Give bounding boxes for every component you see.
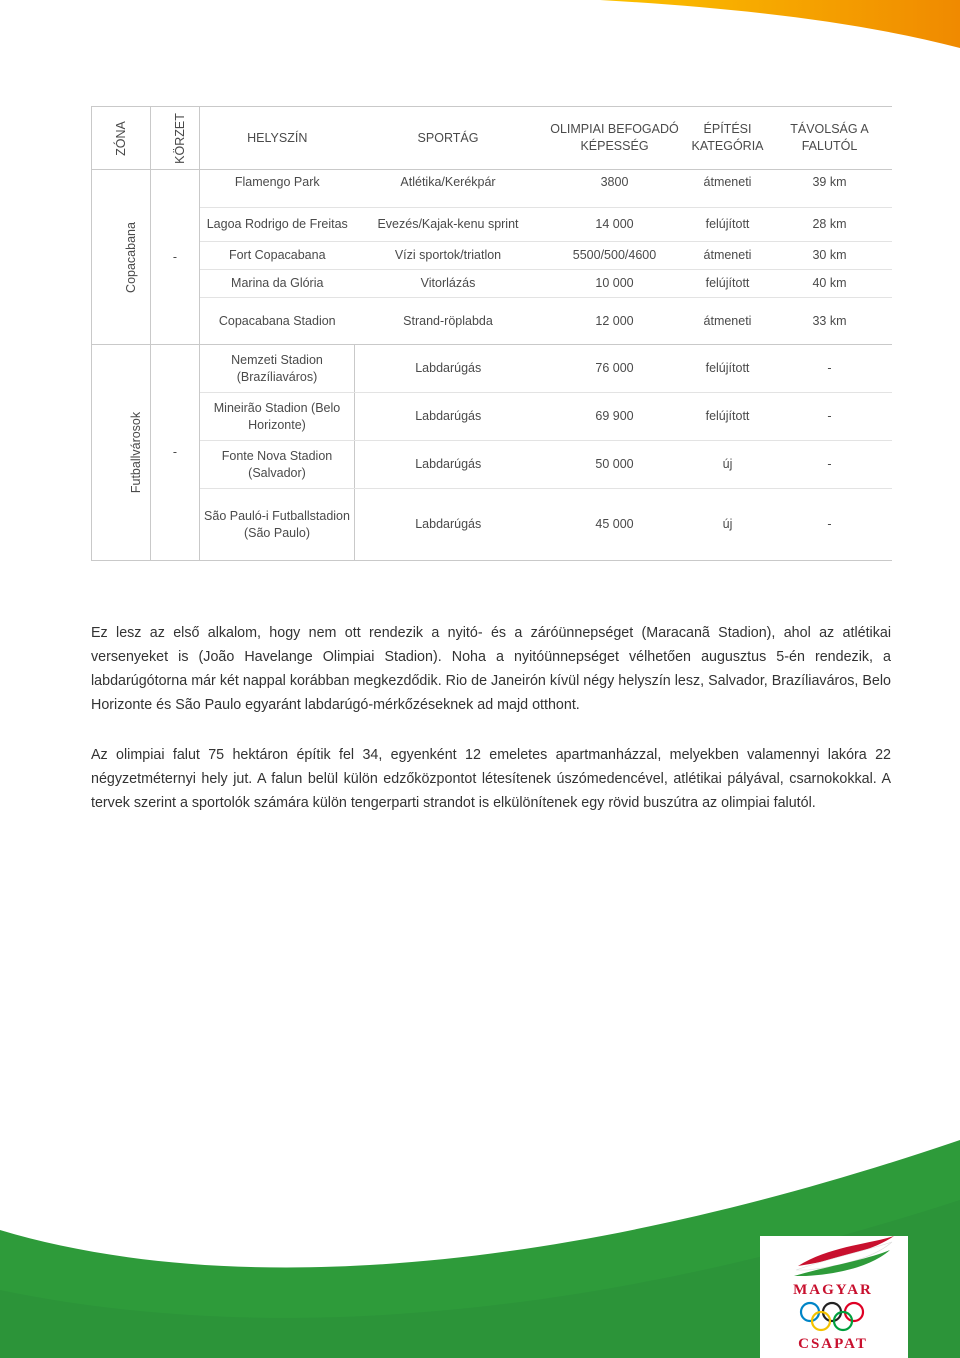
- cell-capacity: 3800: [600, 175, 629, 190]
- cell-sport: Labdarúgás: [355, 393, 542, 441]
- logo-word-csapat: CSAPAT: [798, 1336, 868, 1352]
- decorative-orange-swoosh: [0, 0, 960, 120]
- cell-sport: Evezés/Kajak-kenu sprint: [355, 208, 542, 242]
- cell-capacity: 5500/500/4600: [542, 242, 688, 270]
- header-capacity: OLIMPIAI BEFOGADÓ KÉPESSÉG: [542, 107, 688, 170]
- cell-category: átmeneti: [688, 298, 768, 345]
- cell-sport: Labdarúgás: [355, 489, 542, 561]
- zone-cell-copacabana: Copacabana: [92, 170, 151, 345]
- table-row: [92, 242, 892, 270]
- cell-distance: -: [768, 393, 892, 441]
- cell-category: felújított: [688, 208, 768, 242]
- cell-distance: -: [768, 441, 892, 489]
- cell-distance: 39 km: [812, 175, 847, 190]
- cell-location: Marina da Glória: [200, 270, 355, 298]
- cell-sport: Strand-röplabda: [355, 298, 542, 345]
- table-row: [92, 489, 892, 561]
- table-spacer: [92, 196, 892, 208]
- cell-distance: 40 km: [768, 270, 892, 298]
- cell-category: felújított: [688, 345, 768, 393]
- cell-location: Fonte Nova Stadion (Salvador): [200, 441, 355, 489]
- cell-location: Copacabana Stadion: [200, 298, 355, 345]
- district-cell-copacabana: -: [151, 170, 200, 345]
- cell-category: átmeneti: [703, 175, 752, 190]
- cell-capacity: 50 000: [542, 441, 688, 489]
- magyar-csapat-logo: [770, 1236, 900, 1354]
- cell-capacity: 76 000: [542, 345, 688, 393]
- cell-sport: Labdarúgás: [355, 345, 542, 393]
- cell-distance: -: [768, 489, 892, 561]
- paragraph-opening-ceremony: Ez lesz az első alkalom, hogy nem ott rendezik a nyitó- és a záróünnepséget (Maracanã Stadion), ahol az atlétikai versenyeket is (João Havelange Olimpiai Stadion). Noha a nyitóünnepséget vélhetően augusztus 5-én rendezik, a labdarúgótorna már két nappal korábban megkezdődik. Rio de Janeirón kívül négy helyszín lesz, Salvador, Brazíliaváros, Belo Horizonte és São Paulo egyaránt labdarúgó-mérkőzéseknek ad majd otthont.: [91, 625, 891, 713]
- cell-distance: -: [768, 345, 892, 393]
- cell-sport: Vízi sportok/triatlon: [355, 242, 542, 270]
- district-cell-football: -: [151, 345, 200, 561]
- cell-category: új: [688, 489, 768, 561]
- cell-distance: 28 km: [768, 208, 892, 242]
- cell-capacity: 12 000: [542, 298, 688, 345]
- cell-category: felújított: [688, 270, 768, 298]
- cell-location: Lagoa Rodrigo de Freitas: [200, 208, 355, 242]
- cell-location: Flamengo Park: [234, 175, 320, 190]
- header-district: KÖRZET: [151, 107, 200, 170]
- cell-capacity: 45 000: [542, 489, 688, 561]
- cell-category: új: [688, 441, 768, 489]
- cell-sport: Atlétika/Kerékpár: [400, 175, 496, 190]
- cell-category: átmeneti: [688, 242, 768, 270]
- cell-location: Fort Copacabana: [200, 242, 355, 270]
- header-location: HELYSZÍN: [200, 107, 355, 170]
- header-category: ÉPÍTÉSI KATEGÓRIA: [688, 107, 768, 170]
- cell-sport: Labdarúgás: [355, 441, 542, 489]
- table-row: [92, 393, 892, 441]
- table-row: [92, 208, 892, 242]
- olympic-rings-icon: [801, 1303, 863, 1330]
- table-row: [92, 270, 892, 298]
- header-distance: TÁVOLSÁG A FALUTÓL: [768, 107, 892, 170]
- table-row: [92, 170, 892, 196]
- cell-location: Mineirão Stadion (Belo Horizonte): [200, 393, 355, 441]
- table-row: [92, 345, 892, 393]
- zone-cell-football: Futballvárosok: [92, 345, 151, 561]
- cell-capacity: 69 900: [542, 393, 688, 441]
- table-header-row: [92, 107, 892, 170]
- cell-capacity: 10 000: [542, 270, 688, 298]
- cell-location: Nemzeti Stadion (Brazíliaváros): [200, 345, 355, 393]
- venue-table: [91, 106, 892, 561]
- cell-capacity: 14 000: [542, 208, 688, 242]
- logo-word-magyar: MAGYAR: [793, 1282, 873, 1298]
- table-row: [92, 298, 892, 345]
- paragraph-olympic-village: Az olimpiai falut 75 hektáron építik fel 34, egyenként 12 emeletes apartmanházzal, melyekben valamennyi lakóra 22 négyzetméternyi hely jut. A falun belül külön edzőközpontot létesítenek úszómedencével, atlétikai pályával, csarnokokkal. A tervek szerint a sportolók számára külön tengerparti strandot is elkülönítenek egy rövid buszútra az olimpiai falutól.: [91, 747, 891, 811]
- cell-location: São Pauló-i Futballstadion (São Paulo): [200, 489, 355, 561]
- cell-category: felújított: [688, 393, 768, 441]
- cell-distance: 30 km: [768, 242, 892, 270]
- cell-sport: Vitorlázás: [355, 270, 542, 298]
- table-row: [92, 441, 892, 489]
- cell-distance: 33 km: [768, 298, 892, 345]
- header-zone: ZÓNA: [92, 107, 151, 170]
- header-sport: SPORTÁG: [355, 107, 542, 170]
